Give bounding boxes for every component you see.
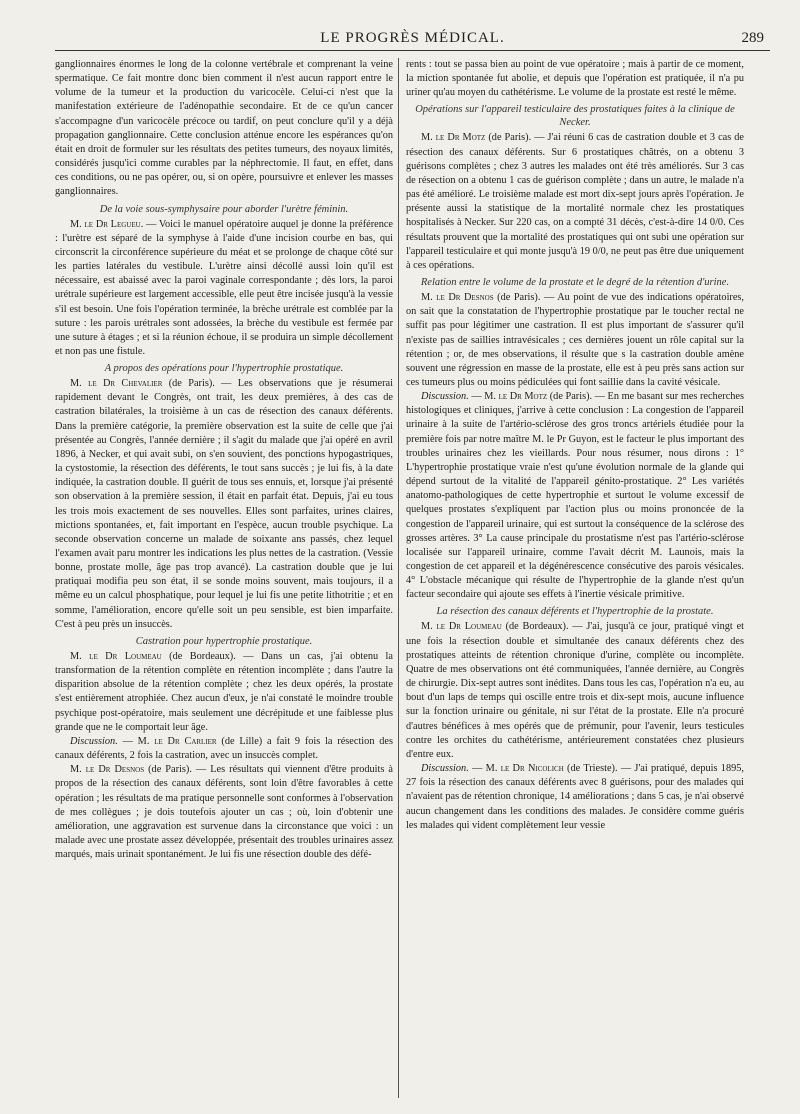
paragraph xyxy=(406,131,744,273)
paragraph: rents : tout se passa bien au point de vue opératoire ; mais à partir de ce moment, la miction spontanée fut abolie, et depuis que l'opération est pratiquée, il n'a pu uriner qu'au moyen du cathétérisme. Le volume de la prostate est resté le même. xyxy=(406,59,744,99)
author-name: — M. le Dr Carlier xyxy=(117,735,217,747)
section-heading: A propos des opérations pour l'hypertrophie prostatique. xyxy=(104,363,344,375)
column-divider xyxy=(398,58,399,1098)
paragraph xyxy=(55,218,393,360)
author-name: M. le Dr Desnos xyxy=(421,292,494,304)
author-name: M. le Dr Motz xyxy=(421,132,486,144)
section-heading: Castration pour hypertrophie prostatique. xyxy=(135,635,313,647)
section-heading: La résection des canaux déférents et l'hypertrophie de la prostate. xyxy=(436,606,714,618)
paragraph-text: (de Paris). — Au point de vue des indications opératoires, on sait que la constatation de l'hypertrophie prostatique par le toucher rectal ne suffit pas pour légitimer une castration. Il est plus important de s'assurer qu'il n'existe pas de saillies intravésicales ; ces dernières jouent un rôle capital sur la rétention ; or, de mes observations, il résulte que s la castration double amène souvent une régression en masse de la prostate, elle est à peu près sans action sur ces tumeurs plus ou moins pédiculées qui font saillie dans la cavité vésicale. xyxy=(406,292,745,388)
author-name: M. le Dr Legueu. xyxy=(70,218,144,230)
paragraph-text: (de Bordeaux). — Dans un cas, j'ai obtenu la transformation de la rétention complète en rétention incomplète ; dans l'autre la disparition absolue de la rétention complète ; chez les deux opérés, la prostate s'est entièrement atrophiée. Chez aucun d'eux, je n'ai constaté le moindre trouble psychique post-opératoire, mais seulement une décrépitude et une faiblesse plus grande que ne le comportait leur âge. xyxy=(55,650,393,733)
page-number: 289 xyxy=(741,30,764,46)
paragraph-text: (de Paris). — En me basant sur mes recherches histologiques et cliniques, j'arrive à cette conclusion : La congestion de l'appareil urinaire à la suite de l'artério-sclérose des gros troncs artériels étudiée pour la première fois par notre maître M. le Pr Guyon, est le facteur le plus important des troubles urinaires chez les vieillards. Pour nous résumer, nous dirons : 1° L'hypertrophie prostatique vraie n'est qu'une évolution normale de la glande qui dépend surtout de la vitalité de l'appareil génito-prostatique. 2° Les variétés anatomo-pathologiques de cette hypertrophie et surtout le volume excessif de quelques prostates s'expliquent par l'action plus ou moins prononcée de la congestion de l'appareil urinaire, qui est surtout la conséquence de la sclérose des grosses artères. 3° La cause principale du prostatisme n'est pas l'artério-sclérose localisée sur l'appareil urinaire, comme l'avait décrit M. Launois, mais la congestion de cet appareil et la dégénérescence consécutive des parois vésicales. 4° L'obstacle mécanique qui résulte de l'hypertrophie de la glande n'est qu'un facteur secondaire qui ajoute ses effets à l'inertie vésicale primitive. xyxy=(406,391,744,601)
section-heading: Relation entre le volume de la prostate et le degré de la rétention d'urine. xyxy=(420,277,730,289)
paragraph xyxy=(406,620,744,762)
paragraph-text: (de Bordeaux). — J'ai, jusqu'à ce jour, pratiqué vingt et une fois la résection double et simultanée des canaux déférents chez des prostatiques atteints de rétention chronique d'urine, complète ou incomplète. Quatre de mes observations ont été communiquées, l'année dernière, au Congrès de chirurgie. Dix-sept autres sont inédites. Dans tous les cas, l'opération n'a eu, au bout d'un laps de temps qui oscille entre trois et dix-sept mois, aucune influence sur la fonction urinaire ou génitale, ni sur l'état de la prostate. Elle n'a procuré d'autres bénéfices à mes opérés que de prémunir, pour l'avenir, leurs testicules contre les orchites du cathétérisme, antérieurement constatées chez plusieurs d'entre eux. xyxy=(406,621,744,760)
paragraph-text: (de Paris). — Les observations que je résumerai rapidement devant le Congrès, ont trait, les deux premières, à des cas de castration bilatérales, la troisième à un cas de résection des canaux déférents. Dans la première catégorie, la première observation est la suite de celle que j'ai présentée au Congrès, l'année dernière ; il s'agit du malade que j'ai opéré en avril 1896, à Necker, et qui avait subi, on s'en souvient, des ponctions hypogastriques, la cystostomie, la résection des déférents, le tout sans succès ; je lui fis, à la date indiquée, la castration double. Il guérit de tous ses ennuis, et, lorsque j'ai présenté son observation à la première session, il était en parfait état. Depuis, j'ai eu tous les trois mois exactement de ses nouvelles. Elles sont parfaites, urines claires, mictions spontanées, et, fait important en l'espèce, aucun trouble psychique. La seconde observation concerne un malade de soixante ans passés, chez lequel l'examen avait paru montrer les indications les plus nettes de la castration. (Vessie bonne, prostate molle, âge pas trop avancé). La castration double que je lui pratiquai modifia peu son état, il se sonde moins souvent, mais toujours, il a même eu un calcul phosphatique, pour lequel je lui fis une petite lithotritie ; et en somme, l'amélioration, encore qu'elle soit un peu sensible, est bien imparfaite. C'est à peu près un insuccès. xyxy=(55,378,393,630)
paragraph xyxy=(55,377,393,632)
paragraph xyxy=(55,763,393,862)
discussion-label: Discussion. xyxy=(421,391,469,403)
author-name: M. le Dr Chevalier xyxy=(70,378,163,390)
section-heading: De la voie sous-symphysaire pour aborder l'urètre féminin. xyxy=(99,203,349,215)
paragraph-text: — Voici le manuel opératoire auquel je donne la préférence : l'urètre est séparé de la symphyse à l'aide d'une incision courbe en bas, qui circonscrit la circonférence supérieure du méat et se prolonge de chaque côté sur les parties latérales du vestibule. L'urètre ainsi décollé aussi loin qu'il est nécessaire, est abaissé avec la paroi vaginale correspondante ; dès lors, la paroi urétrale supérieure est largement accessible, elle peut être incisée jusqu'à la vessie s'il est besoin. Une fois l'opération terminée, la brèche urétrale est comblée par la suture : les parois urétrales sont adossées, la brèche du vestibule est fermée par une suture à étages ; et si la réunion échoue, il se produira un simple décollement et non pas une fistule. xyxy=(55,218,393,357)
author-name: — M. le Dr Motz xyxy=(468,391,548,403)
discussion-label: Discussion. xyxy=(70,735,118,747)
running-header xyxy=(55,26,770,51)
author-name: M. le Dr Loumeau xyxy=(421,621,502,633)
author-name: — M. le Dr Nicolich xyxy=(468,763,564,775)
paragraph xyxy=(55,735,393,763)
section-heading: Opérations sur l'appareil testiculaire des prostatiques faites à la clinique de Necker. xyxy=(415,104,735,129)
paragraph xyxy=(406,390,744,602)
paragraph-text: (de Paris). — Les résultats qui viennent d'être produits à propos de la résection des canaux déférents, sont loin d'être favorables à cette opération ; les résultats de ma pratique personnelle sont conformes à l'observation de mes collègues ; je dois toutefois ajouter un cas ; où, loin d'obtenir une amélioration, une aggravation est survenue dans la circonstance que voici : un malade avec une prostate assez développée, présentait des troubles urinaires assez marqués, mais urinait spontanément. Je lui fis une résection double des défé- xyxy=(55,764,393,861)
paragraph xyxy=(55,650,393,735)
paragraph-text: (de Paris). — J'ai réuni 6 cas de castration double et 3 cas de résection des canaux déférents. Sur 6 prostatiques châtrés, on a obtenu 3 guérisons complètes ; chez 3 autres les malades ont été très améliorés. Sur 3 cas de résection on a obtenu 1 cas de guérison complète ; dans un autre, le malade n'a pas été amélioré. Le troisième malade est mort dix-sept jours après l'opération. Je présente aussi la statistique de la mortalité normale chez les prostatiques hospitalisés à Necker. Sur 220 cas, on a compté 31 décès, c'est-à-dire 14 0/0. Ces résultats prouvent que la mortalité des prostatiques qui ont subi une opération sur l'appareil testiculaire et qui monte jusqu'à 19 0/0, ne peut pas être due uniquement à ces opérations. xyxy=(406,132,745,271)
paragraph-text: (de Trieste). — J'ai pratiqué, depuis 1895, 27 fois la résection des canaux déférents avec 8 guérisons, pour des malades qui n'avaient pas de rétention chronique, 14 améliorations ; dans 5 cas, je n'ai observé aucun changement dans les conditions des malades. Je considère comme guéris les malades qui vident complètement leur vessie xyxy=(406,763,744,831)
left-column xyxy=(55,58,393,862)
discussion-label: Discussion. xyxy=(421,763,469,775)
paragraph-text: (de Lille) a fait 9 fois la résection des canaux déférents, 2 fois la castration, avec un insuccès complet. xyxy=(55,735,393,762)
author-name: M. le Dr Desnos xyxy=(70,764,145,776)
journal-title: LE PROGRÈS MÉDICAL. xyxy=(320,30,505,46)
author-name: M. le Dr Loumeau xyxy=(70,650,162,662)
paragraph xyxy=(406,762,744,833)
paragraph xyxy=(406,291,744,390)
right-column xyxy=(406,58,744,833)
paragraph: ganglionnaires énormes le long de la colonne vertébrale et comprenant la veine spermatique. Ce fait montre donc bien comment il n'est aucun rapport entre le volume de la tumeur et la production du varicocèle. Celui-ci n'est que la manifestation extérieure de l'adénopathie secondaire. Et de ce qu'un cancer s'accompagne d'un varicocèle précoce ou tardif, on peut conclure qu'il y a déjà propagation ganglionnaire. Cette conclusion atténue encore les espérances qu'on était en droit de formuler sur les résultats des petites tumeurs, des noyaux limités, considérés jusqu'ici comme curables par la néphrectomie. Il faut, en effet, dans ces conditions, ou ne pas opérer, ou, si on opère, poursuivre et enlever les masses ganglionnaires. xyxy=(55,59,393,198)
